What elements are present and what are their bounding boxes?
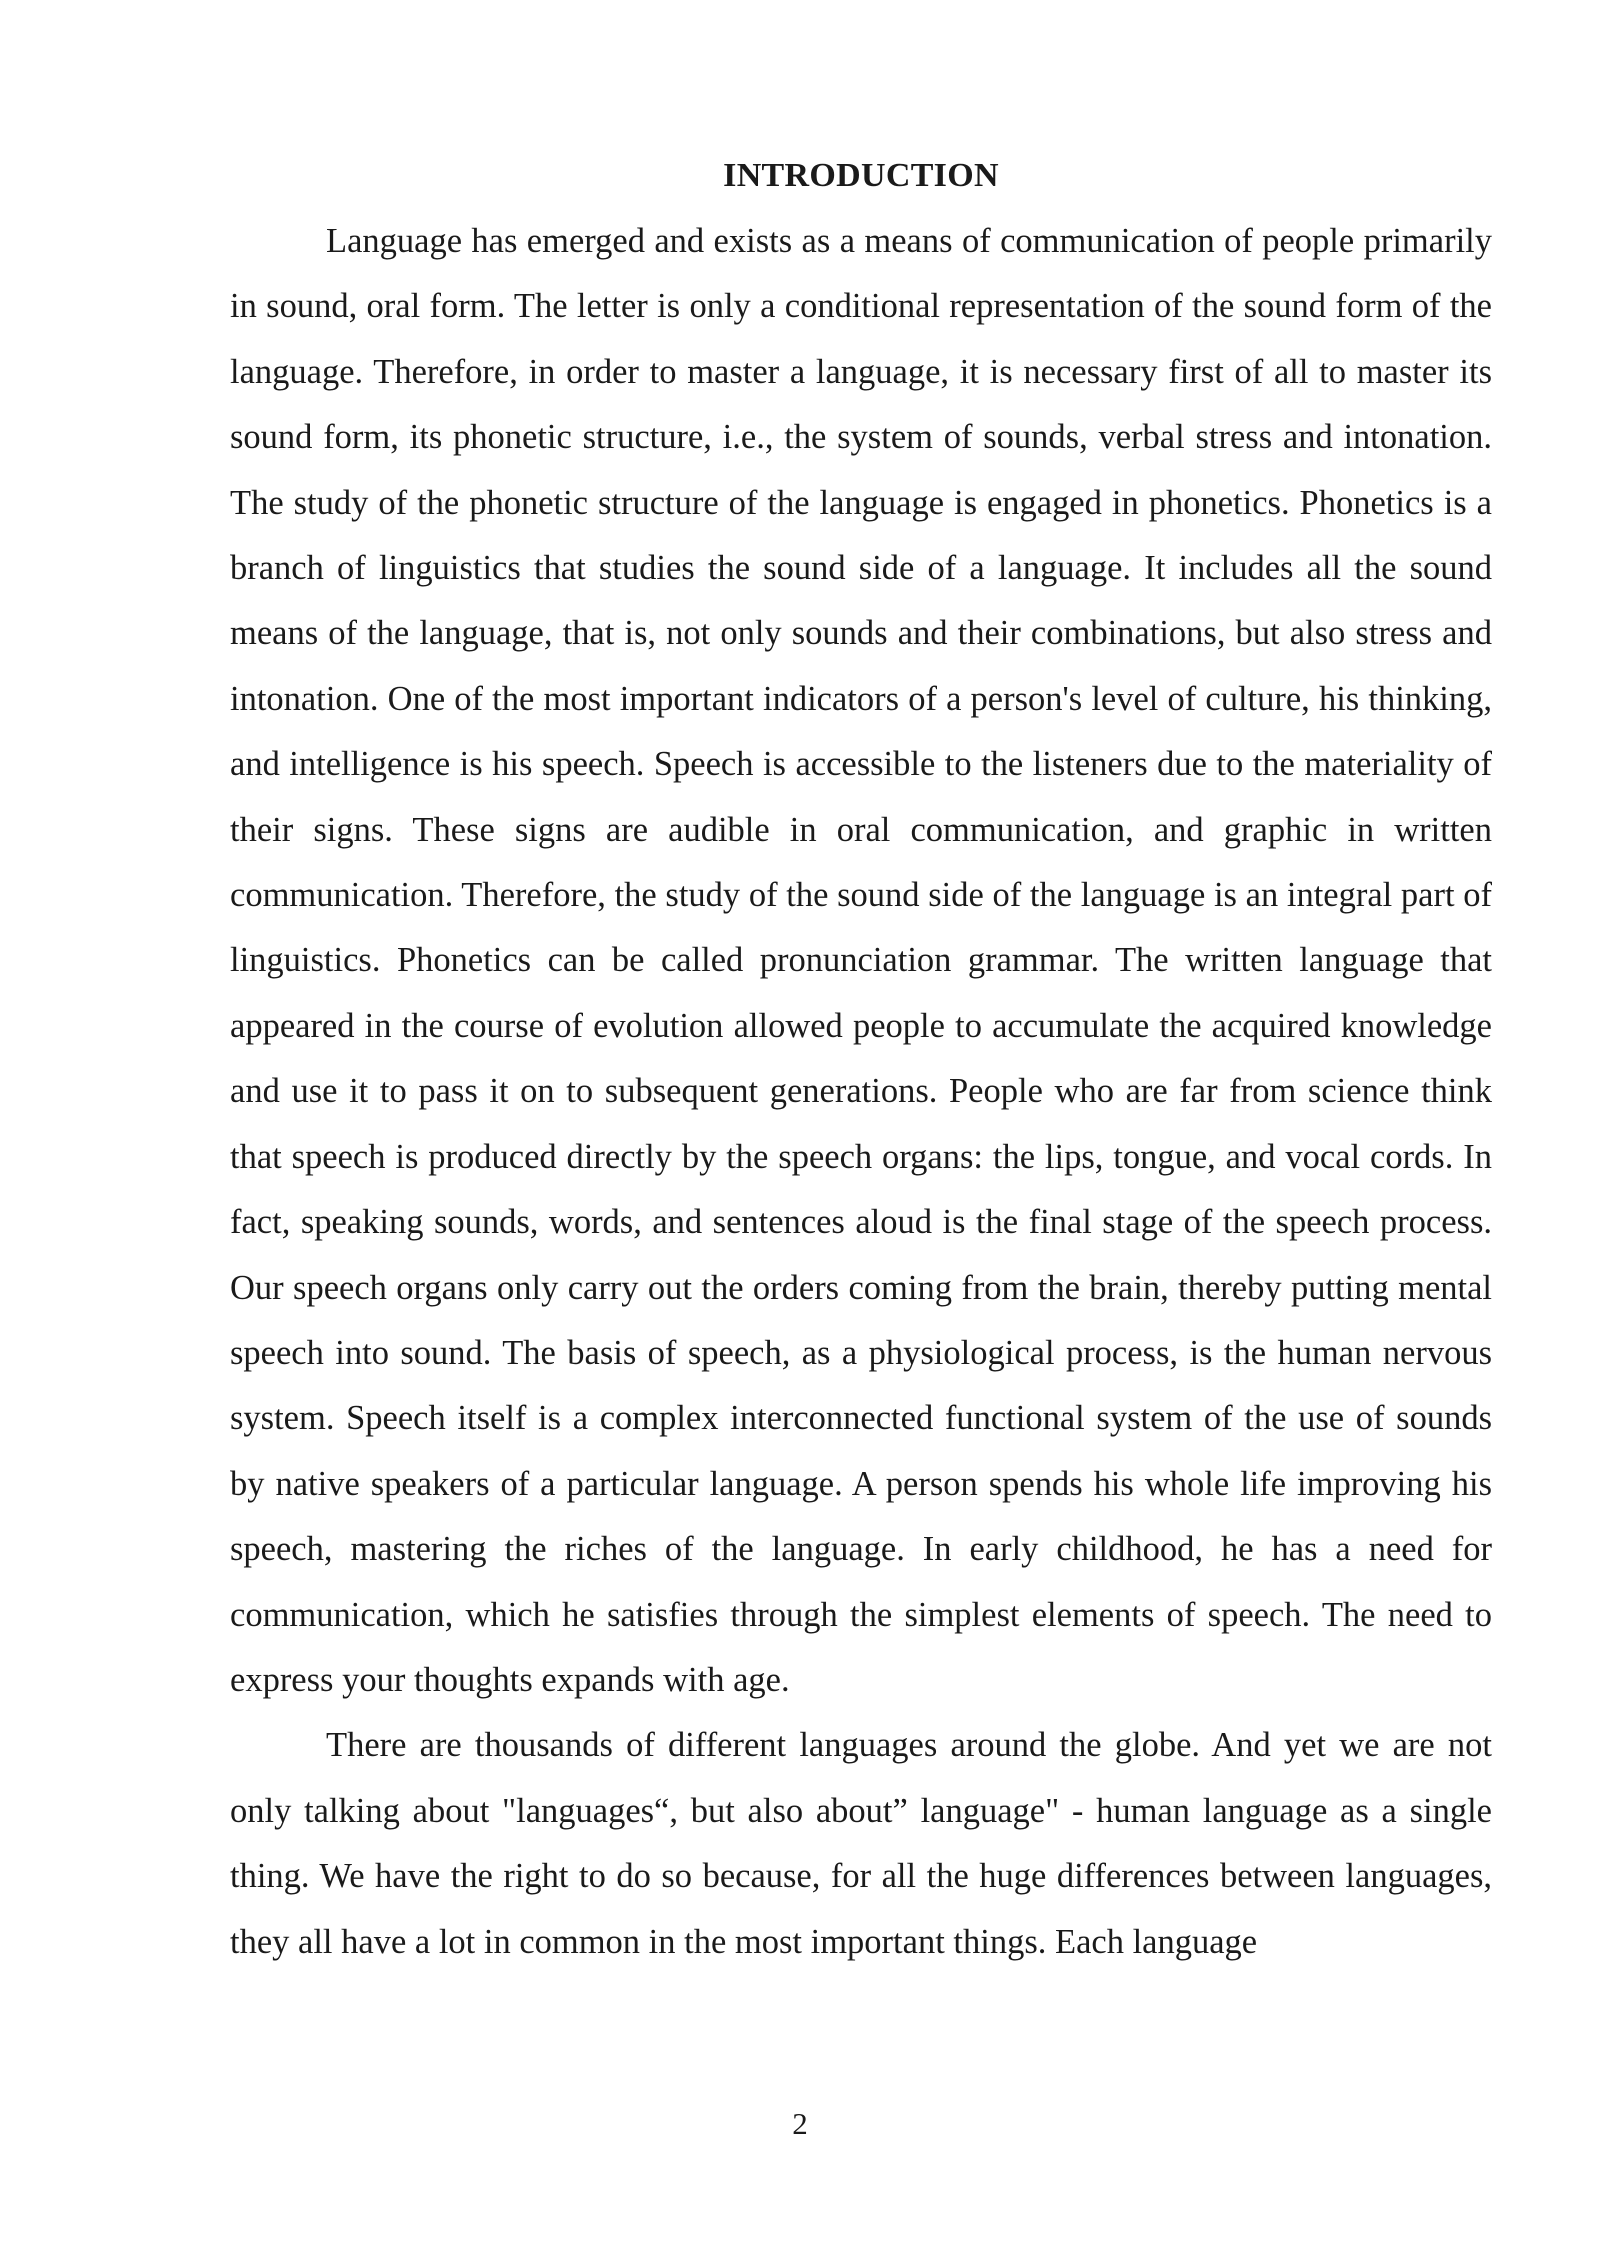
page-number: 2: [792, 2106, 808, 2141]
body-paragraph: There are thousands of different languages around the globe. And yet we are not only talking about "languages“, but also about” language" - human language as a single thing. We have the right to do so because, for all the huge differences between languages, they all have a lot in common in the most important things. Each language: [230, 1726, 1492, 1961]
body-paragraph: Language has emerged and exists as a means of communication of people primarily in sound, oral form. The letter is only a conditional representation of the sound form of the language. Therefore, in order to master a language, it is necessary first of all to master its sound form, its phonetic structure, i.e., the system of sounds, verbal stress and intonation. The study of the phonetic structure of the language is engaged in phonetics. Phonetics is a branch of linguistics that studies the sound side of a language. It includes all the sound means of the language, that is, not only sounds and their combinations, but also stress and intonation. One of the most important indicators of a person's level of culture, his thinking, and intelligence is his speech. Speech is accessible to the listeners due to the materiality of their signs. These signs are audible in oral communication, and graphic in written communication. Therefore, the study of the sound side of the language is an integral part of linguistics. Phonetics can be called pronunciation grammar. The written language that appeared in the course of evolution allowed people to accumulate the acquired knowledge and use it to pass it on to subsequent generations. People who are far from science think that speech is produced directly by the speech organs: the lips, tongue, and vocal cords. In fact, speaking sounds, words, and sentences aloud is the final stage of the speech process. Our speech organs only carry out the orders coming from the brain, thereby putting mental speech into sound. The basis of speech, as a physiological process, is the human nervous system. Speech itself is a complex interconnected functional system of the use of sounds by native speakers of a particular language. A person spends his whole life improving his speech, mastering the riches of the language. In early childhood, he has a need for communication, which he satisfies through the simplest elements of speech. The need to express your thoughts expands with age.: [230, 222, 1492, 1699]
section-title: INTRODUCTION: [723, 157, 999, 194]
page-body: [230, 150, 1492, 1975]
